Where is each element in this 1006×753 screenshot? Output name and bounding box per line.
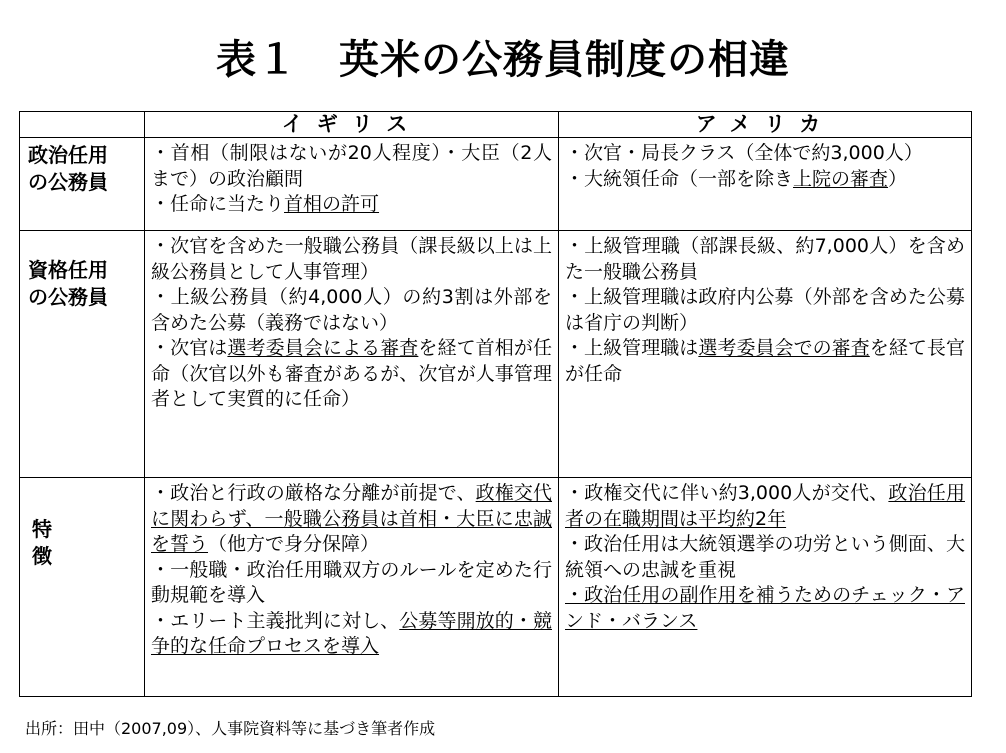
text-segment: （他方で身分保障） xyxy=(208,533,380,555)
header-empty xyxy=(20,112,145,138)
text-segment: ・政治と行政の厳格な分離が前提で、 xyxy=(151,482,476,504)
page-title: 表１ 英米の公務員制度の相違 xyxy=(216,37,790,83)
table-header-row xyxy=(20,112,972,138)
cell-uk xyxy=(145,478,559,697)
row-label-line2: の公務員 xyxy=(28,285,108,309)
bullet-item xyxy=(151,481,552,558)
text-segment: ・上級管理職（部課長級、約7,000人）を含めた一般職公務員 xyxy=(565,235,965,283)
text-segment: ・次官を含めた一般職公務員（課長級以上は上級公務員として人事管理） xyxy=(151,235,552,283)
row-characteristics xyxy=(20,478,972,697)
row-label-line1: 資格任用 xyxy=(28,258,108,282)
row-label-line1: 特 徴 xyxy=(32,517,108,568)
row-label xyxy=(20,231,145,478)
bullet-item xyxy=(565,583,965,634)
bullet-item xyxy=(151,558,552,609)
bullet-item xyxy=(565,141,965,167)
bullet-item xyxy=(151,192,552,218)
underlined-text: 選考委員会での審査 xyxy=(698,337,870,359)
underlined-text: 公募等開放的・競争的な任命プロセスを導入 xyxy=(151,609,552,657)
bullet-item xyxy=(151,609,552,660)
text-segment: ・任命に当たり xyxy=(151,193,285,215)
text-segment: ・上級管理職は xyxy=(565,337,699,359)
bullet-item xyxy=(565,285,965,336)
row-label xyxy=(20,478,145,697)
text-segment: ・上級公務員（約4,000人）の約3割は外部を含めた公募（義務ではない） xyxy=(151,286,552,334)
row-political-appointee xyxy=(20,138,972,231)
cell-us xyxy=(559,478,972,697)
bullet-item xyxy=(151,141,552,192)
bullet-item xyxy=(565,167,965,193)
row-label xyxy=(20,138,145,231)
bullet-item xyxy=(565,336,965,387)
cell-uk xyxy=(145,138,559,231)
cell-us xyxy=(559,231,972,478)
text-segment: ・一般職・政治任用職双方のルールを定めた行動規範を導入 xyxy=(151,558,552,606)
comparison-table xyxy=(19,111,972,697)
cell-uk xyxy=(145,231,559,478)
text-segment: ・政権交代に伴い約3,000人が交代、 xyxy=(565,482,889,504)
text-segment: を経て長官が任命 xyxy=(565,337,965,385)
bullet-item xyxy=(151,336,552,413)
bullet-item xyxy=(151,285,552,336)
bullet-item xyxy=(151,234,552,285)
text-segment: ・エリート主義批判に対し、 xyxy=(151,609,400,632)
bullet-item xyxy=(565,532,965,583)
source-note: 出所：田中（2007,09）、人事院資料等に基づき筆者作成 xyxy=(25,719,436,738)
row-merit-appointee xyxy=(20,231,972,478)
cell-us xyxy=(559,138,972,231)
underlined-text: 政権交代に関わらず、一般職公務員は首相・大臣に忠誠を誓う xyxy=(151,482,552,555)
header-us: アメリカ xyxy=(559,112,972,138)
text-segment: ） xyxy=(888,167,908,190)
text-segment: ・政治任用は大統領選挙の功労という側面、大統領への忠誠を重視 xyxy=(565,533,965,581)
bullet-item xyxy=(565,481,965,532)
row-label-line1: 政治任用 xyxy=(28,143,108,167)
text-segment: ・次官は xyxy=(151,337,228,359)
text-segment: ・大統領任命（一部を除き xyxy=(565,167,794,190)
text-segment: ・上級管理職は政府内公募（外部を含めた公募は省庁の判断） xyxy=(565,286,965,334)
underlined-text: 政治任用者の在職期間は平均約2年 xyxy=(565,482,965,530)
underlined-text: ・政治任用の副作用を補うためのチェック・アンド・バランス xyxy=(565,584,965,632)
row-label-line2: の公務員 xyxy=(28,170,108,194)
text-segment: を経て首相が任命（次官以外も審査があるが、次官が人事管理者として実質的に任命） xyxy=(151,337,552,410)
underlined-text: 首相の許可 xyxy=(284,193,380,215)
underlined-text: 上院の審査 xyxy=(793,167,889,190)
bullet-item xyxy=(565,234,965,285)
text-segment: ・首相（制限はないが20人程度）・大臣（2人まで）の政治顧問 xyxy=(151,142,552,190)
header-uk: イギリス xyxy=(145,112,559,138)
text-segment: ・次官・局長クラス（全体で約3,000人） xyxy=(565,142,923,164)
underlined-text: 選考委員会による審査 xyxy=(227,337,419,359)
